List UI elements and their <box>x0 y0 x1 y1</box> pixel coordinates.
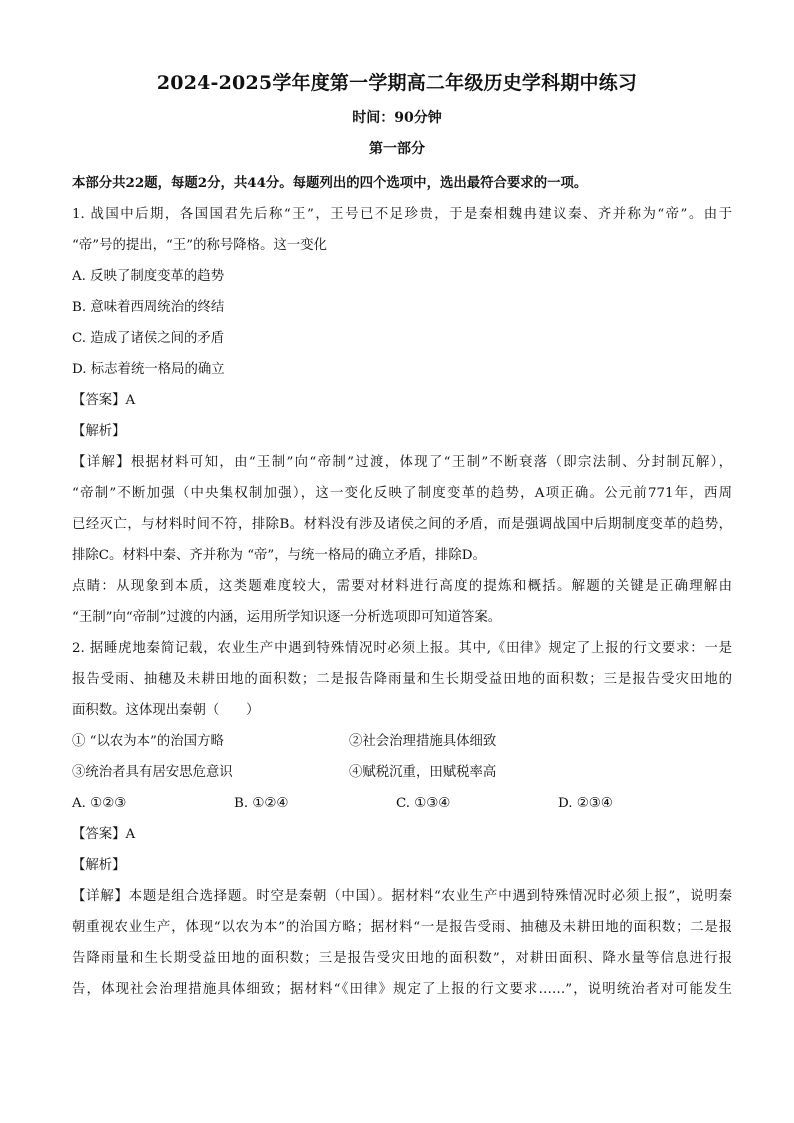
option-a: A. 反映了制度变革的趋势 <box>72 269 225 284</box>
analysis-label: 【解析】 <box>72 858 126 873</box>
detail-line: 朝重视农业生产，体现“以农为本”的治国方略；据材料“一是报告受雨、抽穗及未耕田地的面积数；二是报 <box>72 920 732 935</box>
option-b: B. 意味着西周统治的终结 <box>72 300 225 315</box>
exam-time: 时间：90分钟 <box>352 110 442 126</box>
option-b: B. ①②④ <box>234 796 289 811</box>
option-c: C. ①③④ <box>396 796 451 811</box>
page-title: 2024-2025学年度第一学期高二年级历史学科期中练习 <box>156 72 638 94</box>
answer-label: 【答案】A <box>72 393 136 408</box>
detail-line: 排除C。材料中秦、齐并称为 “帝”，与统一格局的确立矛盾，排除D。 <box>72 548 486 563</box>
section-heading: 第一部分 <box>369 141 425 157</box>
detail-line: 已经灭亡，与材料时间不符，排除B。材料没有涉及诸侯之间的矛盾，而是强调战国中后期制度变革的趋势， <box>72 517 732 532</box>
question-2 <box>72 633 732 1005</box>
option-d: D. 标志着统一格局的确立 <box>72 362 225 377</box>
question-stem-line: “帝”号的提出，“王”的称号降格。这一变化 <box>72 238 328 253</box>
detail-line: “帝制”不断加强（中央集权制加强），这一变化反映了制度变革的趋势，A项正确。公元前771年，西周 <box>72 486 732 501</box>
question-stem-line: 1. 战国中后期，各国国君先后称“王”，王号已不足珍贵，于是秦相魏冉建议秦、齐并称为“帝”。由于 <box>72 207 732 222</box>
document-body <box>72 168 732 1005</box>
detail-line: 告降雨量和生长期受益田地的面积数；三是报告受灾田地的面积数”，对耕田面积、降水量等信息进行报 <box>72 951 732 966</box>
statement-4: ④赋税沉重，田赋税率高 <box>349 765 497 780</box>
statement-3: ③统治者具有居安思危意识 <box>72 765 233 780</box>
option-c: C. 造成了诸侯之间的矛盾 <box>72 331 225 346</box>
option-d: D. ②③④ <box>558 796 613 811</box>
detail-line: 【详解】根据材料可知，由“王制”向“帝制”过渡，体现了“王制”不断衰落（即宗法制、分封制瓦解）， <box>72 455 732 470</box>
analysis-label: 【解析】 <box>72 424 126 439</box>
section-instruction: 本部分共22题，每题2分，共44分。每题列出的四个选项中，选出最符合要求的一项。 <box>72 175 588 191</box>
question-stem-line: 报告受雨、抽穗及未耕田地的面积数；二是报告降雨量和生长期受益田地的面积数；三是报告受灾田地的 <box>72 672 732 687</box>
note-line: 点睛：从现象到本质，这类题难度较大，需要对材料进行高度的提炼和概括。解题的关键是正确理解由 <box>72 579 732 594</box>
question-1 <box>72 199 732 633</box>
statement-1: ① “以农为本”的治国方略 <box>72 734 224 749</box>
question-stem-line: 面积数。这体现出秦朝（ ） <box>72 703 260 718</box>
answer-label: 【答案】A <box>72 827 136 842</box>
statement-row <box>72 726 732 757</box>
options-row <box>72 788 732 819</box>
detail-line: 告，体现社会治理措施具体细致；据材料“《田律》规定了上报的行文要求……”，说明统治者对可能发生 <box>72 982 732 997</box>
question-stem-line: 2. 据睡虎地秦简记载，农业生产中遇到特殊情况时必须上报。其中,《田律》规定了上报的行文要求：一是 <box>72 641 732 656</box>
statement-2: ②社会治理措施具体细致 <box>349 734 497 749</box>
option-a: A. ①②③ <box>72 796 127 811</box>
note-line: “王制”向“帝制”过渡的内涵，运用所学知识逐一分析选项即可知道答案。 <box>72 610 502 625</box>
statement-row <box>72 757 732 788</box>
detail-line: 【详解】本题是组合选择题。时空是秦朝（中国）。据材料“农业生产中遇到特殊情况时必须上报”，说明秦 <box>72 889 732 904</box>
